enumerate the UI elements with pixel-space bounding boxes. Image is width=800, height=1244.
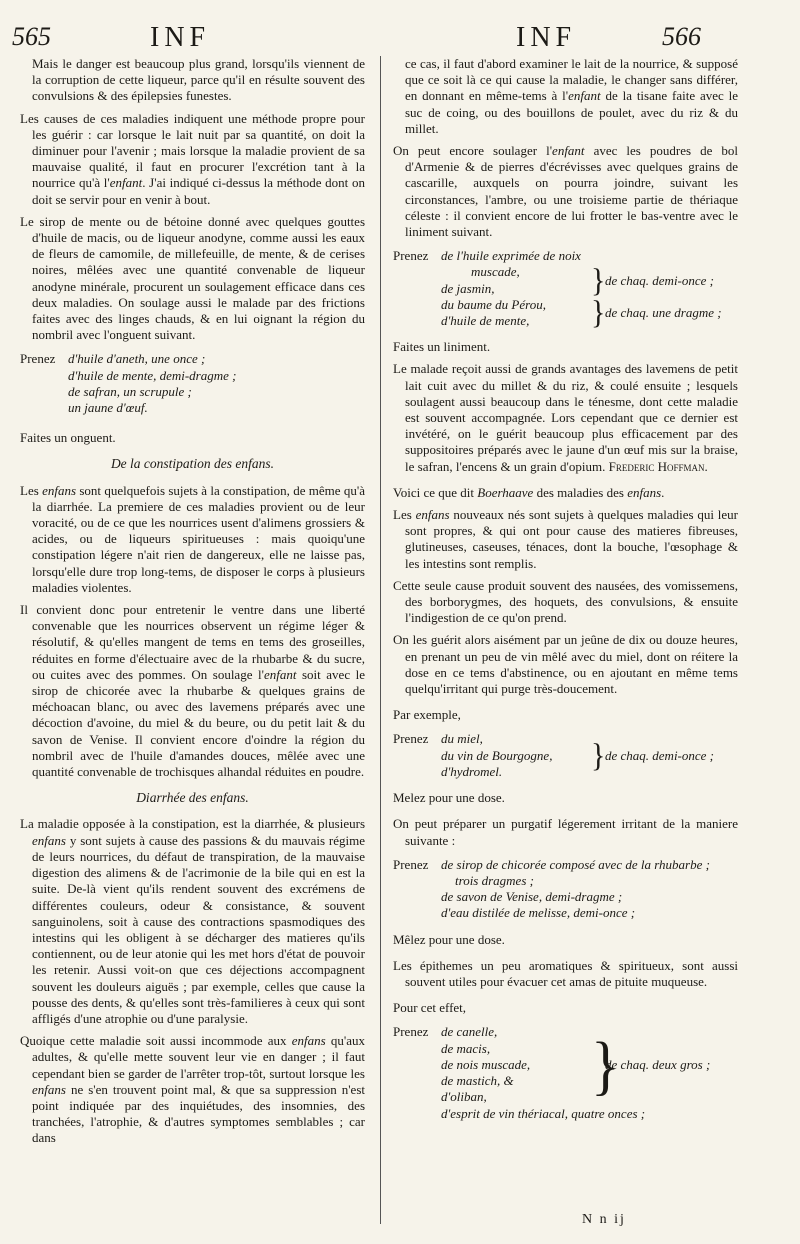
paragraph: Mêlez pour une dose. xyxy=(393,931,505,947)
paragraph: Faites un liniment. xyxy=(393,339,491,355)
brace: } xyxy=(591,294,606,331)
ingredient: d'eau distilée de melisse, demi-once ; xyxy=(441,905,636,921)
paragraph: ce cas, il faut d'abord examiner le lait de la nourrice, & supposé que ce soit là ce qui cause la maladie, le changer sans différer, en donnant en même-tems à l'enfant de la tisane faite avec le suc de coing, ou des bouillons de poulet, avec du riz & du millet. xyxy=(405,56,739,136)
brace: } xyxy=(591,261,606,299)
ingredient: d'huile de mente, xyxy=(441,313,530,328)
paragraph: Les causes de ces maladies indiquent une méthode propre pour les guérir : car lorsque le lait nuit par sa quantité, on doit la diminuer pour l'avenir ; mais lorsque la maladie provient de sa mauvaise qualité, il faut en procurer l'excrétion tant à la nourrice qu'à l'enfant. J'ai indiqué ci-dessus la méthode dont on doit se servir pour en venir à bout. xyxy=(20,110,365,207)
paragraph: Par exemple, xyxy=(393,707,461,723)
running-head-left: INF xyxy=(150,22,211,53)
paragraph: Mais le danger est beaucoup plus grand, lorsqu'ils viennent de la corruption de cette liqueur, parce qu'il en résulte souvent des convulsions & des épilepsies funestes. xyxy=(32,56,365,104)
paragraph: Il convient donc pour entretenir le ventre dans une liberté convenable que les nourrices observent un régime léger & résolutif, & qu'elles mangent de tems en tems des groseilles, réduites en forme d'électuaire avec de la rhubarbe & du sucre, ou cuites avec des pommes. On soulage l'enfant soit avec le sirop de chicorée avec la rhubarbe & quelques grains de méchoacan blanc, ou avec des lavemens préparés avec une décoction d'avoine, du miel & du beure, ou du petit lait & du savon de Venise. Il convient encore d'oindre la région du nombril avec de l'huile d'amandes douces, mêlée avec une quantité convenable de trochisques alhandal réduites en poudre. xyxy=(20,602,365,780)
paragraph: On les guérit alors aisément par un jeûne de dix ou douze heures, en prenant un peu de vin mêlé avec du miel, dont on réitere la dose en ce tems d'abstinence, ou en ajoutant en même tems quelqu'irritant qui purge très-doucement. xyxy=(393,632,738,697)
running-head-right: INF xyxy=(516,22,577,53)
ingredient: d'hydromel. xyxy=(441,764,503,780)
recipe-prenez: Prenez xyxy=(393,856,429,872)
recipe-prenez: Prenez xyxy=(20,351,56,367)
recipe-prenez: Prenez xyxy=(393,731,429,747)
paragraph: Pour cet effet, xyxy=(393,1000,467,1016)
author-name: Frederic Hoffman. xyxy=(608,458,708,474)
recipe-prenez: Prenez xyxy=(393,248,429,264)
ingredient: de mastich, & xyxy=(441,1073,514,1089)
paragraph: La maladie opposée à la constipation, est la diarrhée, & plusieurs enfans y sont sujets à cause des passions & du mauvais régime de leurs nourrices, du défaut de transpiration, de la mauvaise digestion des alimens & de l'acrimonie de la bile qui en est la suite. De-là vient qu'ils rendent souvent des excrémens de différentes couleurs, odeur & consistance, & souvent sanguinolens, soit à cause des contractions spasmodiques des intestins qui les obligent à se décharger des matieres qu'ils contiennent, ou de leur atonie qui les met hors d'état de pouvoir les retenir. Aussi voit-on que ces déjections accompagnent souvent les douleurs aiguës ; par exemple, celles que cause la pousse des dents, & qu'elles sont très-familieres à ceux qui sont affligés d'une atrophie ou d'une paralysie. xyxy=(20,816,365,1026)
signature-mark: N n ij xyxy=(582,1212,626,1227)
paragraph: Melez pour une dose. xyxy=(393,790,505,806)
dose: de chaq. une dragme ; xyxy=(605,304,722,320)
ingredient: de sirop de chicorée composé avec de la rhubarbe ; xyxy=(441,856,710,872)
recipe-epitheme xyxy=(393,1024,738,1121)
paragraph: Quoique cette maladie soit aussi incommode aux enfans qu'aux adultes, & qu'elle mette souvent leur vie en danger ; il faut cependant bien se garder de l'arrêter trop-tôt, surtout lorsque les enfans ne s'en trouvent point mal, & que sa suppression n'est point indiquée par des inquiétudes, des insomnies, des tranchées, l'atrophie, & d'autres symptomes semblables ; car dans xyxy=(20,1033,365,1146)
brace: } xyxy=(591,737,606,774)
recipe-onguent xyxy=(20,351,365,416)
ingredient: d'oliban, xyxy=(441,1089,487,1105)
left-column xyxy=(20,56,365,1153)
ingredient: de canelle, xyxy=(441,1024,498,1040)
ingredient: d'huile de mente, demi-dragme ; xyxy=(68,367,237,383)
paragraph: Le sirop de mente ou de bétoine donné avec quelques gouttes d'huile de macis, ou de liqueur anodyne, comme aussi les eaux de fleurs de camomile, de millefeuille, de mente, & de cerises noires, mêlées avec une quantité convenable de liqueur anodyne minérale, procurent un soulagement efficace dans ces deux maladies. On soulage aussi le malade par des frictions faites avec des linges chauds, & en lui oignant la région du nombril avec l'onguent suivant. xyxy=(20,213,365,343)
dose: de chaq. demi-once ; xyxy=(605,272,715,288)
recipe-prenez: Prenez xyxy=(393,1024,429,1040)
ingredient: muscade, xyxy=(471,264,520,280)
ingredient: un jaune d'œuf. xyxy=(68,400,148,416)
paragraph: Cette seule cause produit souvent des nausées, des vomissemens, des borborygmes, des hoquets, des convulsions, & ensuite l'indigestion de ce qu'on prend. xyxy=(393,577,738,626)
ingredient: de nois muscade, xyxy=(441,1056,531,1072)
ingredient: de macis, xyxy=(441,1040,491,1056)
paragraph: Le malade reçoit aussi de grands avantages des lavemens de petit lait cuit avec du millet & du riz, & coulé ensuite ; lesquels soulagent aussi beaucoup dans le ténesme, dont cette maladie est souvent accompagnée. Lors cependant que ce dernier est invétéré, on le guérit beaucoup plus efficacement par des suppositoires préparés avec le jaune d'un œuf mis sur la braise, le safran, l'encens & un grain d'opium. Frederic Hoffman. xyxy=(393,361,738,474)
ingredient: de l'huile exprimée de noix xyxy=(441,248,581,264)
page-number-right: 566 xyxy=(662,22,701,51)
paragraph: Voici ce que dit Boerhaave des maladies des enfans. xyxy=(393,484,665,500)
recipe-purgatif xyxy=(393,857,738,922)
paragraph: Faites un onguent. xyxy=(20,430,116,446)
section-heading: Diarrhée des enfans. xyxy=(136,790,249,806)
ingredient: d'esprit de vin thériacal, quatre onces ; xyxy=(441,1105,646,1121)
dose: de chaq. deux gros ; xyxy=(605,1056,711,1072)
ingredient: de savon de Venise, demi-dragme ; xyxy=(441,889,623,905)
ingredient: d'huile d'aneth, une once ; xyxy=(68,351,206,367)
ingredient: du vin de Bourgogne, xyxy=(441,747,553,763)
page-number-left: 565 xyxy=(12,22,51,51)
paragraph: On peut préparer un purgatif légerement irritant de la maniere suivante : xyxy=(393,816,738,848)
right-column xyxy=(393,56,738,1132)
dose: de chaq. demi-once ; xyxy=(605,747,715,763)
brace: } xyxy=(591,1028,620,1102)
paragraph: Les enfans sont quelquefois sujets à la constipation, de même qu'à la diarrhée. La premiere de ces maladies provient ou de leur voracité, ou de ce que les nourrices usent d'alimens grossiers & acides, ou de liqueurs spiritueuses : mais quoiqu'une constipation légere n'ait rien de dangereux, elle ne laisse pas, lorsqu'elle dure trop long-tems, de disposer le corps à plusieurs maladies violentes. xyxy=(20,482,365,595)
paragraph: Les épithemes un peu aromatiques & spiritueux, sont aussi souvent utiles pour évacuer cet amas de pituite muqueuse. xyxy=(393,957,738,989)
paragraph: On peut encore soulager l'enfant avec les poudres de bol d'Armenie & de pierres d'écrévisses avec quelques grains de cascarille, auxquels on pourra joindre, suivant les circonstances, l'ambre, ou une troisieme partie de thériaque céleste : il convient encore de lui frotter le bas-ventre avec le liniment suivant. xyxy=(393,143,739,240)
ingredient: de safran, un scrupule ; xyxy=(68,383,192,399)
recipe-liniment xyxy=(393,248,738,329)
paragraph: Les enfans nouveaux nés sont sujets à quelques maladies qui leur sont propres, & qui ont pour cause des matieres fibreuses, glutineuses, caseuses, ténaces, dont la bouche, l'œsophage & les intestins sont remplis. xyxy=(393,507,738,571)
ingredient: du baume du Pérou, xyxy=(441,296,546,312)
ingredient: trois dragmes ; xyxy=(455,873,534,889)
ingredient: du miel, xyxy=(441,731,483,747)
column-divider xyxy=(380,56,381,1224)
ingredient: de jasmin, xyxy=(441,280,495,296)
section-heading: De la constipation des enfans. xyxy=(110,456,275,472)
recipe-dose-1 xyxy=(393,731,738,780)
page-header xyxy=(0,18,800,58)
